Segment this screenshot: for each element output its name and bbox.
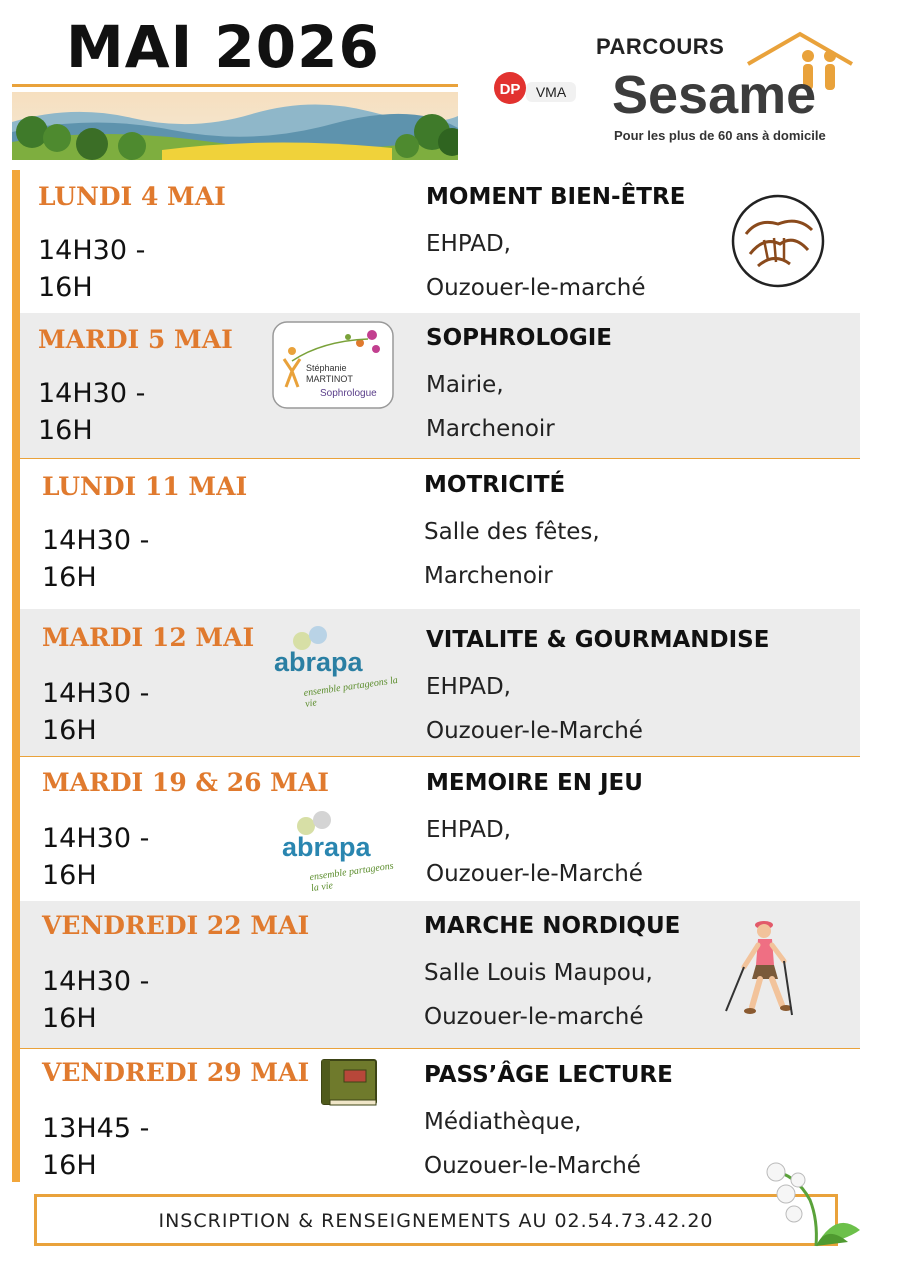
event-time-start: 14H30 - — [42, 823, 150, 854]
event-time-end: 16H — [42, 715, 97, 746]
landscape-banner — [12, 92, 458, 160]
event-activity: PASS’ÂGE LECTURE — [424, 1062, 673, 1088]
event-time-start: 14H30 - — [38, 235, 146, 266]
event-activity: MARCHE NORDIQUE — [424, 913, 681, 939]
abrapa-tagline: ensemble partageons la vie — [308, 860, 395, 895]
event-row — [20, 609, 860, 757]
event-row — [20, 170, 860, 314]
schedule-accent-bar — [12, 170, 20, 1182]
event-time-end: 16H — [38, 415, 93, 446]
event-time-start: 14H30 - — [42, 966, 150, 997]
logo-line: Stéphanie — [306, 363, 347, 373]
event-place-1: EHPAD, — [426, 674, 511, 700]
event-time-start: 14H30 - — [42, 525, 150, 556]
page-title: MAI 2026 — [66, 13, 380, 81]
logo-line: Sophrologue — [320, 388, 377, 399]
event-time-start: 14H30 - — [38, 378, 146, 409]
event-place-2: Ouzouer-le-Marché — [424, 1153, 641, 1179]
event-row — [20, 756, 860, 902]
event-day: LUNDI 11 MAI — [42, 472, 248, 501]
event-activity: VITALITE & GOURMANDISE — [426, 627, 770, 653]
abrapa-name: abrapa — [274, 647, 363, 677]
event-day: LUNDI 4 MAI — [38, 182, 226, 211]
event-time-start: 14H30 - — [42, 678, 150, 709]
event-place-2: Ouzouer-le-Marché — [426, 718, 643, 744]
sesame-brand-logo — [592, 30, 862, 150]
event-day: VENDREDI 22 MAI — [42, 911, 310, 940]
event-place-2: Marchenoir — [426, 416, 555, 442]
event-row — [20, 901, 860, 1049]
logo-line: MARTINOT — [306, 374, 353, 384]
event-row — [20, 1048, 860, 1182]
event-activity: MOTRICITÉ — [424, 472, 566, 498]
event-row — [20, 458, 860, 610]
dp-vma-logo — [488, 68, 580, 108]
title-underline — [12, 84, 458, 87]
abrapa-logo — [282, 810, 400, 895]
brand-top: PARCOURS — [596, 34, 725, 59]
event-place-2: Ouzouer-le-marché — [426, 275, 646, 301]
event-place-1: Salle des fêtes, — [424, 519, 600, 545]
event-place-1: EHPAD, — [426, 817, 511, 843]
event-day: MARDI 12 MAI — [42, 623, 255, 652]
event-place-1: Mairie, — [426, 372, 504, 398]
brand-tagline: Pour les plus de 60 ans à domicile — [614, 128, 826, 143]
vma-text: VMA — [535, 84, 567, 100]
hands-icon — [728, 194, 828, 288]
contact-text: INSCRIPTION & RENSEIGNEMENTS AU 02.54.73.42.20 — [158, 1210, 714, 1232]
event-time-end: 16H — [42, 1003, 97, 1034]
book-icon — [318, 1056, 382, 1108]
event-place-1: Salle Louis Maupou, — [424, 960, 653, 986]
event-day: MARDI 19 & 26 MAI — [42, 768, 329, 797]
event-time-end: 16H — [38, 272, 93, 303]
event-place-2: Ouzouer-le-marché — [424, 1004, 644, 1030]
lily-of-the-valley-icon — [756, 1150, 868, 1250]
contact-banner — [34, 1194, 838, 1246]
event-time-end: 16H — [42, 1150, 97, 1181]
abrapa-name: abrapa — [282, 832, 371, 862]
brand-name: Sesame — [612, 65, 817, 125]
event-time-start: 13H45 - — [42, 1113, 150, 1144]
event-day: MARDI 5 MAI — [38, 325, 233, 354]
event-place-1: EHPAD, — [426, 231, 511, 257]
schedule — [12, 170, 860, 1182]
event-place-1: Médiathèque, — [424, 1109, 582, 1135]
abrapa-tagline: ensemble partageons la vie — [302, 674, 399, 710]
nordic-walker-icon — [722, 915, 802, 1025]
event-activity: MOMENT BIEN-ÊTRE — [426, 184, 686, 210]
event-time-end: 16H — [42, 860, 97, 891]
dp-text: DP — [499, 81, 521, 98]
event-day: VENDREDI 29 MAI — [42, 1058, 310, 1087]
event-activity: MEMOIRE EN JEU — [426, 770, 643, 796]
abrapa-logo — [274, 625, 404, 710]
event-row — [20, 313, 860, 459]
event-place-2: Marchenoir — [424, 563, 553, 589]
sophrologue-logo — [272, 321, 394, 409]
event-activity: SOPHROLOGIE — [426, 325, 613, 351]
event-time-end: 16H — [42, 562, 97, 593]
event-place-2: Ouzouer-le-Marché — [426, 861, 643, 887]
